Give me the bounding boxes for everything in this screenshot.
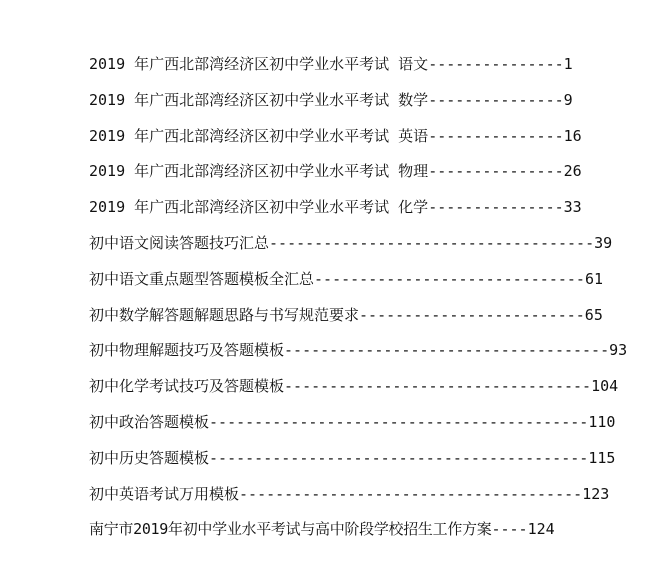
toc-entry[interactable]	[89, 47, 649, 83]
toc-entry-title: 南宁市2019年初中学业水平考试与高中阶段学校招生工作方案	[89, 520, 492, 539]
toc-entry[interactable]	[89, 83, 649, 119]
toc-leader: --------------------------------------	[239, 484, 583, 503]
toc-entry-title: 初中语文阅读答题技巧汇总	[89, 233, 270, 252]
toc-entry[interactable]	[89, 154, 649, 190]
toc-entry[interactable]	[89, 262, 649, 298]
toc-entry-title: 2019 年广西北部湾经济区初中学业水平考试 数学	[89, 90, 429, 109]
toc-entry[interactable]	[89, 405, 649, 441]
toc-page-number: 61	[584, 269, 604, 288]
toc-leader: ---------------	[428, 198, 564, 217]
toc-leader: ------------------------------------------	[209, 412, 589, 431]
toc-entry-title: 初中数学解答题解题思路与书写规范要求	[89, 305, 360, 324]
toc-leader: ---------------	[428, 126, 564, 145]
toc-entry-title: 初中物理解题技巧及答题模板	[89, 341, 285, 360]
toc-page-number: 110	[588, 412, 616, 431]
toc-page-number: 93	[609, 341, 628, 360]
toc-entry[interactable]	[89, 190, 649, 226]
table-of-contents	[89, 47, 649, 548]
toc-leader: -------------------------	[359, 305, 585, 324]
toc-page-number: 65	[584, 305, 603, 324]
toc-entry[interactable]	[89, 119, 649, 155]
toc-entry-title: 初中英语考试万用模板	[89, 484, 240, 503]
toc-entry[interactable]	[89, 441, 649, 477]
toc-entry[interactable]	[89, 226, 649, 262]
toc-entry[interactable]	[89, 477, 649, 513]
toc-entry[interactable]	[89, 512, 649, 548]
toc-entry[interactable]	[89, 298, 649, 334]
toc-entry[interactable]	[89, 333, 649, 369]
toc-leader: ------------------------------	[314, 269, 585, 288]
toc-page-number: 104	[591, 377, 619, 396]
toc-entry-title: 2019 年广西北部湾经济区初中学业水平考试 英语	[89, 126, 429, 145]
toc-entry-title: 2019 年广西北部湾经济区初中学业水平考试 物理	[89, 162, 429, 181]
toc-leader: ---------------	[428, 55, 564, 73]
toc-page-number: 16	[563, 126, 582, 145]
toc-leader: ---------------	[428, 90, 564, 109]
toc-page-number: 33	[563, 198, 582, 217]
toc-leader: ---------------	[428, 162, 564, 181]
toc-entry-title: 初中历史答题模板	[89, 448, 210, 467]
toc-entry-title: 初中化学考试技巧及答题模板	[89, 377, 285, 396]
toc-leader: ----------------------------------	[284, 377, 592, 396]
toc-page-number: 39	[594, 233, 613, 252]
toc-leader: ------------------------------------	[284, 341, 610, 360]
toc-entry-title: 2019 年广西北部湾经济区初中学业水平考试 化学	[89, 198, 429, 217]
toc-page-number: 124	[527, 520, 555, 539]
toc-entry[interactable]	[89, 369, 649, 405]
toc-leader: ------------------------------------	[269, 233, 595, 252]
toc-leader: ------------------------------------------	[209, 448, 589, 467]
toc-entry-title: 初中政治答题模板	[89, 412, 210, 431]
toc-entry-title: 初中语文重点题型答题模板全汇总	[89, 269, 315, 288]
toc-page-number: 26	[563, 162, 582, 181]
toc-page-number: 115	[588, 448, 616, 467]
toc-leader: ----	[491, 520, 528, 539]
toc-page-number: 123	[582, 484, 610, 503]
toc-entry-title: 2019 年广西北部湾经济区初中学业水平考试 语文	[89, 55, 429, 73]
toc-page-number: 1	[563, 55, 573, 73]
toc-page-number: 9	[563, 90, 573, 109]
